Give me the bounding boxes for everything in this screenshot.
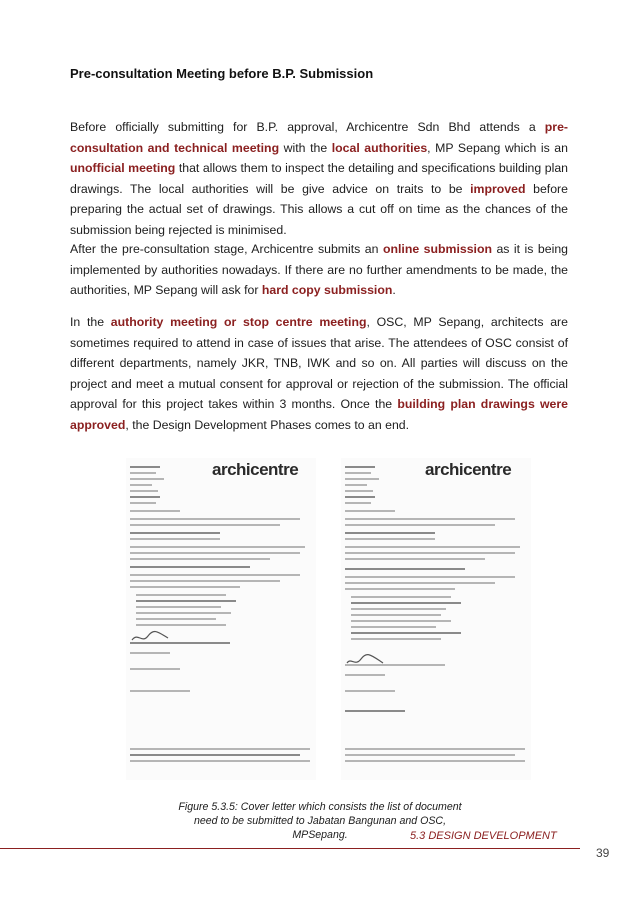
letter-text-line (351, 638, 441, 640)
figure-caption: Figure 5.3.5: Cover letter which consists the list of document need to be submitted to Jabatan Bangunan and OSC, MPSepang. (178, 801, 462, 841)
text-run: , MP Sepang which is an (427, 140, 568, 155)
letter-text-line (130, 478, 164, 480)
letter-text-line (130, 484, 152, 486)
letter-text-line (345, 760, 525, 762)
letter-text-line (130, 760, 310, 762)
cover-letter-image-2 (341, 458, 531, 780)
letter-text-line (345, 496, 375, 498)
letter-text-line (345, 502, 371, 504)
letter-text-line (345, 690, 395, 692)
letter-text-line (130, 538, 220, 540)
letter-text-line (136, 594, 226, 596)
letter-text-line (130, 490, 158, 492)
letter-text-line (345, 538, 435, 540)
highlight-phrase: hard copy submission (261, 283, 393, 297)
letter-text-line (351, 614, 441, 616)
letter-text-line (345, 524, 495, 526)
text-run: as it is being implemented by authorities nowadays. If there are no further amendments to be made, the authorities, MP Sepang will ask for (70, 242, 568, 297)
letter-text-line (351, 620, 451, 622)
text-run: In the (70, 315, 111, 329)
letter-text-line (130, 580, 280, 582)
text-run: that allows them to inspect the detailing and specifications building plan drawings. The local authorities will be give advice on traits to be (70, 161, 568, 196)
letter-text-line (130, 552, 300, 554)
letter-text-line (136, 606, 221, 608)
letter-text-line (130, 524, 280, 526)
letter-text-line (345, 552, 515, 554)
paragraph-online-submission (70, 239, 568, 301)
letter-text-line (345, 674, 385, 676)
letter-text-line (345, 532, 435, 534)
letter-text-line (345, 588, 455, 590)
text-run: , OSC, MP Sepang, architects are sometimes required to attend in case of issues that arise. The attendees of OSC consist of different departments, namely JKR, TNB, IWK and so on. All parties will discuss on the project and meet a mutual consent for approval or rejection of the submission. The official approval for this project takes within 3 months. Once the (70, 315, 568, 411)
letter-text-line (345, 466, 375, 468)
letter-text-line (130, 586, 240, 588)
letter-text-line (345, 490, 373, 492)
letter-text-line (351, 596, 451, 598)
text-run: . (392, 283, 396, 297)
letter-text-line (130, 566, 250, 568)
cover-letter-image-1 (126, 458, 316, 780)
letter-text-line (130, 546, 305, 548)
section-label: 5.3 DESIGN DEVELOPMENT (410, 830, 557, 842)
letter-text-line (136, 624, 226, 626)
text-run: After the pre-consultation stage, Archicentre submits an (70, 242, 383, 256)
letter-text-line (345, 546, 520, 548)
letter-text-line (345, 576, 515, 578)
letter-text-line (136, 612, 231, 614)
signature-mark (130, 630, 170, 642)
highlight-phrase: unofficial meeting (70, 161, 176, 175)
footer-rule (0, 848, 580, 849)
highlight-phrase: building plan drawings were approved (70, 397, 568, 432)
highlight-phrase: authority meeting or stop centre meeting (110, 315, 367, 329)
letter-text-line (130, 690, 190, 692)
letter-text-line (130, 574, 300, 576)
letter-text-line (130, 510, 180, 512)
letter-text-line (351, 632, 461, 634)
paragraph-authority-meeting (70, 312, 568, 435)
letter-text-line (345, 754, 515, 756)
letter-text-line (130, 668, 180, 670)
highlight-phrase: online submission (382, 242, 492, 256)
archicentre-logo: archicentre (212, 460, 299, 479)
letter-text-line (130, 558, 270, 560)
letter-text-line (345, 710, 405, 712)
letter-text-line (130, 532, 220, 534)
letter-text-line (345, 568, 465, 570)
text-run: before preparing the actual set of drawings. This allows a cut off on time as the chances of the submission being rejected is minimised. (70, 181, 568, 237)
letter-text-line (130, 472, 156, 474)
letter-text-line (130, 502, 156, 504)
letter-text-line (351, 626, 436, 628)
highlight-phrase: improved (470, 181, 526, 196)
letter-text-line (136, 600, 236, 602)
letter-text-line (130, 518, 300, 520)
page-number: 39 (596, 846, 610, 860)
letter-text-line (130, 496, 160, 498)
letter-text-line (345, 510, 395, 512)
letter-text-line (345, 472, 371, 474)
signature-mark (345, 654, 385, 666)
letter-text-line (345, 518, 515, 520)
letter-text-line (130, 652, 170, 654)
letter-text-line (351, 602, 461, 604)
letter-text-line (345, 484, 367, 486)
letter-text-line (130, 466, 160, 468)
letter-text-line (130, 754, 300, 756)
text-run: with the (279, 140, 332, 155)
letter-text-line (130, 748, 310, 750)
letter-text-line (351, 608, 446, 610)
highlight-phrase: local authorities (331, 140, 428, 155)
page-heading: Pre-consultation Meeting before B.P. Submission (70, 66, 374, 81)
text-run: Before officially submitting for B.P. approval, Archicentre Sdn Bhd attends a (70, 120, 545, 134)
highlight-phrase: pre-consultation and technical meeting (70, 120, 568, 155)
archicentre-logo: archicentre (425, 460, 512, 479)
paragraph-pre-consultation (70, 117, 568, 240)
letter-text-line (345, 478, 379, 480)
letter-text-line (345, 558, 485, 560)
letter-text-line (136, 618, 216, 620)
letter-text-line (345, 582, 495, 584)
text-run: , the Design Development Phases comes to an end. (125, 417, 410, 432)
letter-text-line (345, 748, 525, 750)
